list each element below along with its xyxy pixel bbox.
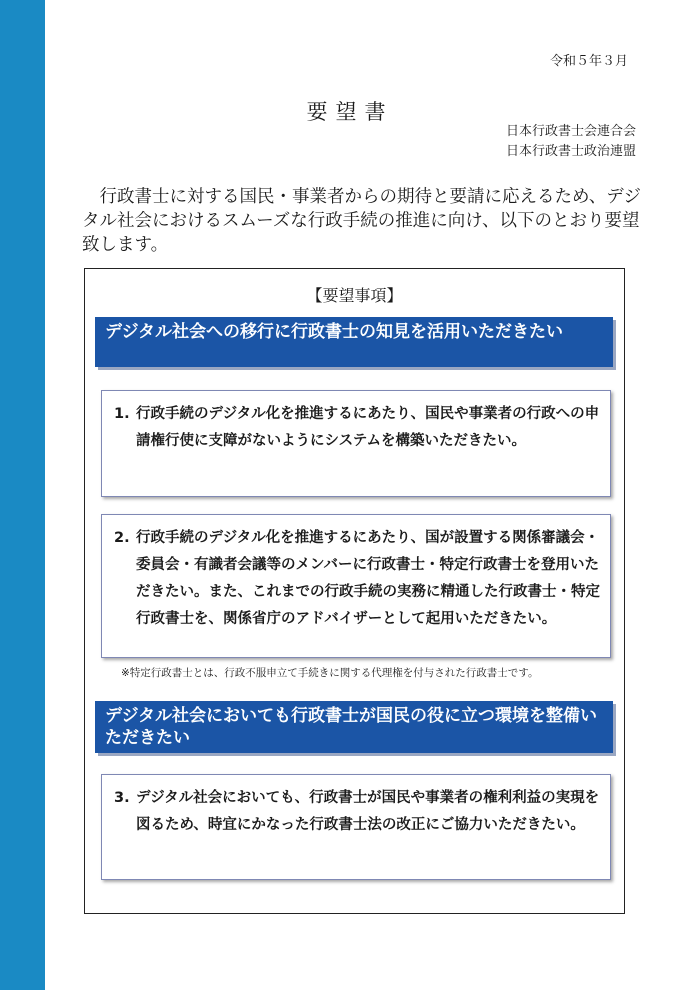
item-number: 2.	[114, 530, 130, 546]
item-number: 1.	[114, 406, 130, 422]
section-banner: デジタル社会においても行政書士が国民の役に立つ環境を整備いただきたい	[95, 701, 613, 753]
item-text: 行政手続のデジタル化を推進するにあたり、国民や事業者の行政への申請権行使に支障がないようにシステムを構築いただきたい。	[136, 406, 600, 449]
document-date: 令和５年３月	[549, 54, 628, 69]
item-text: 行政手続のデジタル化を推進するにあたり、国が設置する関係審議会・委員会・有識者会議等のメンバーに行政書士・特定行政書士を登用いただきたい。また、これまでの行政手続の実務に精通した行政書士・特定行政書士を、関係省庁のアドバイザーとして起用いただきたい。	[136, 530, 600, 627]
issuing-organizations	[506, 122, 636, 162]
item-number: 3.	[114, 790, 130, 806]
section-banner: デジタル社会への移行に行政書士の知見を活用いただきたい	[95, 317, 613, 367]
request-item	[101, 514, 611, 658]
organization-name: 日本行政書士政治連盟	[505, 144, 636, 159]
left-accent-bar	[0, 0, 45, 990]
footnote: ※特定行政書士とは、行政不服申立て手続きに関する代理権を付与された行政書士です。	[121, 667, 539, 679]
requests-box	[84, 268, 625, 914]
item-text: デジタル社会においても、行政書士が国民や事業者の権利利益の実現を図るため、時宜にかなった行政書士法の改正にご協力いただきたい。	[136, 790, 600, 833]
document-title: 要望書	[306, 100, 394, 124]
request-item	[101, 774, 611, 880]
intro-paragraph: 行政書士に対する国民・事業者からの期待と要請に応えるため、デジタル社会におけるスムーズな行政手続の推進に向け、以下のとおり要望致します。	[82, 187, 641, 255]
request-item	[101, 390, 611, 497]
requests-heading: 【要望事項】	[306, 286, 403, 305]
organization-name: 日本行政書士会連合会	[505, 124, 636, 139]
